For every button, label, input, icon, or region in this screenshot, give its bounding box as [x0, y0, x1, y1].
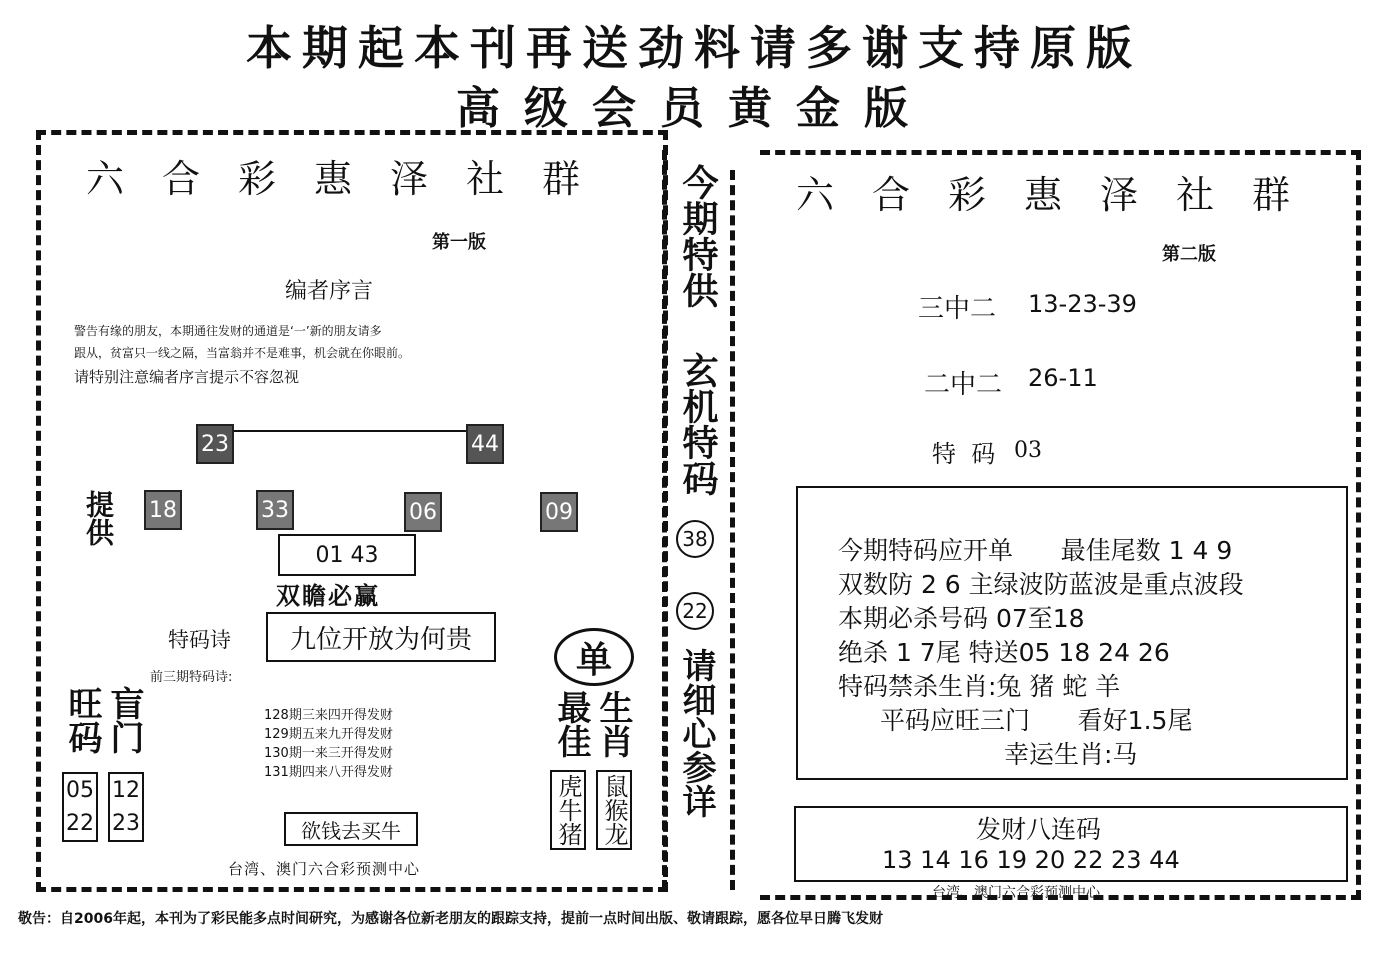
wang-val-2: 22 [62, 806, 98, 842]
ball-row-2: 33 [256, 490, 294, 530]
ball-row-4: 09 [540, 492, 578, 532]
zodiac-a: 虎牛猪 [550, 770, 586, 850]
mid-text2: 玄机特码 [677, 352, 718, 496]
mang-val-2: 23 [108, 806, 144, 842]
header-line2: 高级会员黄金版 [456, 83, 932, 134]
ball-b: 44 [466, 424, 504, 464]
double-win: 双瞻必赢 [276, 582, 380, 610]
l2-val: 26-11 [1028, 364, 1098, 392]
mid-text3: 请细心参详 [676, 648, 716, 818]
mid-num1: 38 [676, 520, 714, 558]
prediction-1: 今期特码应开单 最佳尾数 1 4 9 [838, 536, 1233, 565]
ball-connector [234, 430, 466, 432]
slogan-box: 欲钱去买牛 [284, 812, 418, 846]
preface-line2: 跟从，贫富只一线之隔，当富翁并不是难事，机会就在你眼前。 [74, 346, 411, 360]
poem-label: 特码诗 [168, 628, 231, 652]
mang-men-label: 盲门 [104, 686, 144, 754]
l1-val: 13-23-39 [1028, 290, 1137, 318]
wang-ma-label: 旺码 [62, 686, 102, 754]
right-group-title: 六合彩惠泽社群 [796, 173, 1329, 217]
l1-label: 三中二 [918, 294, 997, 324]
ball-row-1: 18 [144, 490, 182, 530]
ball-row-3: 06 [404, 492, 442, 532]
preface-title: 编者序言 [285, 279, 374, 304]
provide-label: 提供 [82, 490, 115, 546]
shengxiao-label: 生肖 [593, 690, 633, 758]
zodiac-b: 鼠猴龙 [596, 770, 632, 850]
prediction-4: 绝杀 1 7尾 特送05 18 24 26 [838, 638, 1170, 667]
middle-dash-right [730, 170, 735, 890]
left-footer: 台湾、澳门六合彩预测中心 [228, 860, 421, 878]
pair-box: 01 43 [278, 534, 416, 576]
right-footer: 台湾、澳门六合彩预测中心 [932, 885, 1100, 901]
preface-line1: 警告有缘的朋友，本期通往发财的通道是‘一’新的朋友请多 [74, 324, 382, 338]
prev-poem-1: 128期三来四开得发财 [264, 708, 393, 723]
preface-line3: 请特别注意编者序言提示不容忽视 [74, 368, 300, 386]
dan-oval: 单 [554, 628, 634, 686]
prediction-2: 双数防 2 6 主绿波防蓝波是重点波段 [838, 570, 1244, 599]
ball-a: 23 [196, 424, 234, 464]
poem-box: 九位开放为何贵 [266, 612, 496, 662]
fortune-title: 发财八连码 [976, 815, 1102, 844]
mang-val-1: 12 [108, 772, 144, 806]
l2-label: 二中二 [924, 370, 1003, 400]
middle-dash-left [662, 150, 667, 890]
prediction-5: 特码禁杀生肖:兔 猪 蛇 羊 [838, 672, 1121, 701]
mid-text1: 今期特供 [677, 164, 718, 308]
prev-poem-label: 前三期特码诗: [150, 670, 233, 685]
right-edition: 第二版 [1162, 244, 1216, 265]
l3-label: 特 码 [932, 440, 996, 468]
prev-poem-4: 131期四来八开得发财 [264, 765, 393, 780]
header-line1: 本期起本刊再送劲料请多谢支持原版 [246, 21, 1142, 75]
prev-poem-2: 129期五来九开得发财 [264, 727, 393, 742]
prediction-7: 幸运生肖:马 [1004, 740, 1138, 769]
prediction-3: 本期必杀号码 07至18 [838, 604, 1085, 633]
mid-num2: 22 [676, 592, 714, 630]
fortune-nums: 13 14 16 19 20 22 23 44 [882, 846, 1180, 874]
prediction-6: 平码应旺三门 看好1.5尾 [880, 706, 1193, 735]
zuijia-label: 最佳 [551, 690, 591, 758]
prev-poem-3: 130期一来三开得发财 [264, 746, 393, 761]
bottom-notice: 敬告：自2006年起，本刊为了彩民能多点时间研究，为感谢各位新老朋友的跟踪支持，提前一点时间出版、敬请跟踪，愿各位早日腾飞发财 [18, 911, 883, 927]
left-edition: 第一版 [432, 232, 486, 253]
wang-val-1: 05 [62, 772, 98, 806]
left-group-title: 六合彩惠泽社群 [86, 157, 619, 201]
l3-val: 03 [1014, 438, 1042, 463]
